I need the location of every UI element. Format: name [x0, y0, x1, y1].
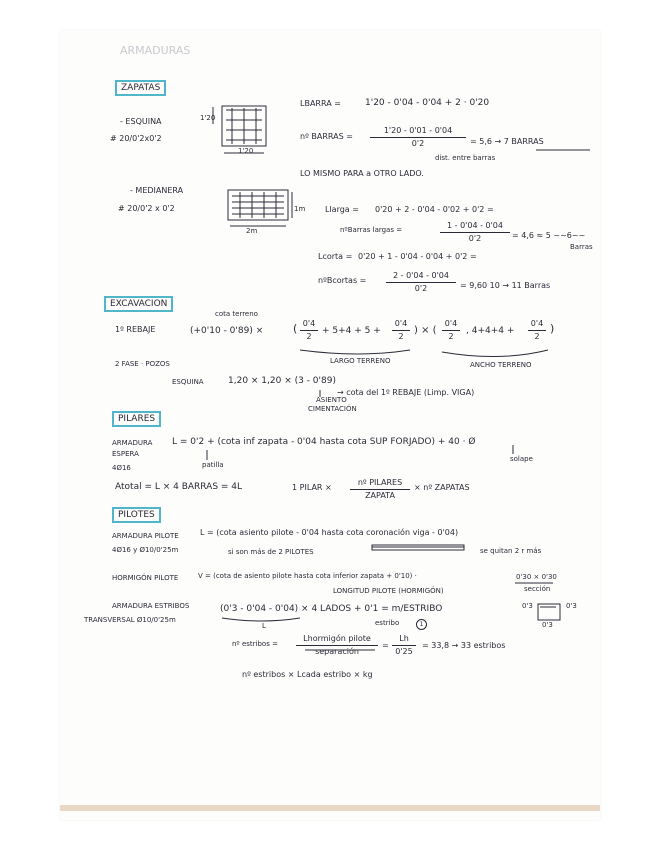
- seccion-label: sección: [524, 585, 551, 593]
- nestribos-label: nº estribos =: [232, 640, 278, 648]
- esquina-label: - ESQUINA: [120, 117, 162, 126]
- mid2: , 4+4+4 +: [466, 326, 515, 336]
- hormigon-pilote-label: HORMIGÓN PILOTE: [112, 574, 179, 582]
- pozo-note: → cota del 1º REBAJE (Limp. VIGA): [337, 388, 475, 397]
- ncortas-den: 0'2: [414, 284, 428, 293]
- nlargas-label: nºBarras largas =: [340, 226, 403, 234]
- l-label: L: [262, 622, 266, 630]
- diagram2-bottom-label: 2m: [246, 227, 258, 235]
- npilares-den: ZAPATA: [365, 491, 395, 500]
- largo-terreno: LARGO TERRENO: [330, 357, 391, 365]
- pozo-expr: 1,20 × 1,20 × (3 - 0'89): [228, 376, 336, 386]
- box-side-left: 0'3: [522, 602, 533, 610]
- nlargas-num: 1 - 0'04 - 0'04: [440, 222, 510, 233]
- diagram-bottom-label: 1'20: [238, 147, 254, 155]
- atotal-expr: Atotal = L × 4 BARRAS = 4L: [115, 482, 243, 492]
- lcorta-expr: 0'20 + 1 - 0'04 - 0'04 + 0'2 =: [358, 252, 477, 261]
- espera-label: ESPERA: [112, 450, 139, 458]
- se-quitan: se quitan 2 r más: [480, 547, 542, 555]
- pilar-mult: 1 PILAR ×: [292, 483, 332, 492]
- lcorta-label: Lcorta =: [318, 252, 353, 261]
- asiento-label: ASIENTO: [316, 396, 347, 404]
- mid1: + 5+4 + 5 +: [322, 326, 381, 336]
- nbarras-result: = 5,6 → 7 BARRAS: [470, 137, 544, 146]
- f3-num: 0'4: [442, 320, 460, 331]
- medianera-label: - MEDIANERA: [130, 186, 184, 195]
- f4-num: 0'4: [528, 320, 546, 331]
- f2-num: 0'4: [392, 320, 410, 331]
- ncortas-label: nºBcortas =: [318, 276, 367, 285]
- pilote-phi: 4Ø16 y Ø10/0'25m: [112, 546, 179, 554]
- final-expr: nº estribos × Lcada estribo × kg: [242, 670, 373, 679]
- cota-terreno-note: cota terreno: [215, 310, 258, 318]
- hormigon-formula: V = (cota de asiento pilote hasta cota inferior zapata + 0'10) ·: [198, 572, 417, 580]
- seccion-dim: 0'30 × 0'30: [516, 573, 557, 581]
- nlargas-den: 0'2: [468, 234, 482, 243]
- open-paren-1: (: [293, 322, 298, 335]
- longitud-label: LONGITUD PILOTE (HORMIGÓN): [333, 587, 444, 595]
- nlargas-note: Barras: [570, 243, 593, 251]
- section-tag-zapatas: ZAPATAS: [115, 80, 166, 96]
- rebaje1-label: 1º REBAJE: [115, 325, 156, 334]
- lh-num: Lh: [392, 635, 416, 646]
- nbarras-note: dist. entre barras: [435, 154, 496, 162]
- solape-label: solape: [510, 455, 533, 463]
- pilares-formula: L = 0'2 + (cota inf zapata - 0'04 hasta cota SUP FORJADO) + 40 · Ø: [172, 437, 476, 447]
- f1-den: 2: [306, 332, 312, 341]
- lbarra-expr: 1'20 - 0'04 - 0'04 + 2 · 0'20: [365, 98, 490, 108]
- diagram-side-label: 1'20: [200, 114, 216, 122]
- circled-number: 1: [416, 619, 427, 630]
- box-bottom: 0'3: [542, 621, 553, 629]
- lbarra-label: LBARRA =: [300, 99, 341, 108]
- nestribos-result: = 33,8 → 33 estribos: [422, 641, 506, 650]
- ncortas-num: 2 - 0'04 - 0'04: [386, 272, 456, 283]
- nbarras-num: 1'20 - 0'01 - 0'04: [370, 127, 466, 138]
- nzapatas: × nº ZAPATAS: [414, 483, 470, 492]
- section-tag-pilotes: PILOTES: [112, 507, 161, 523]
- close-paren-1: ): [550, 322, 555, 335]
- armadura-pilote-label: ARMADURA PILOTE: [112, 532, 179, 540]
- ncortas-result: = 9,60 10 → 11 Barras: [460, 281, 551, 290]
- transversal-label: TRANSVERSAL Ø10/0'25m: [84, 616, 176, 624]
- faint-title: ARMADURAS: [120, 44, 191, 57]
- medianera-code: # 20/0'2 x 0'2: [118, 204, 175, 213]
- fase2-label: 2 FASE · POZOS: [115, 360, 170, 368]
- f1-num: 0'4: [300, 320, 318, 331]
- diagram2-side-label: 1m: [294, 205, 306, 213]
- box-side-right: 0'3: [566, 602, 577, 610]
- f2-den: 2: [398, 332, 404, 341]
- nestribos-den: separación: [315, 647, 359, 656]
- esquina-code: # 20/0'2x0'2: [110, 134, 162, 143]
- nlargas-result: = 4,6 ≈ 5 ~~6~~: [512, 231, 586, 240]
- times-sign: ) × (: [414, 325, 437, 336]
- nbarras-den: 0'2: [411, 139, 425, 148]
- rect-footing-diagram: [228, 190, 292, 226]
- section-tag-pilares: PILARES: [112, 411, 161, 427]
- section-tag-excavacion: EXCAVACION: [104, 296, 173, 312]
- armadura-pilote-formula: L = (cota asiento pilote - 0'04 hasta cota coronación viga - 0'04): [200, 528, 459, 537]
- f3-den: 2: [448, 332, 454, 341]
- mismo-note: LO MISMO PARA a OTRO LADO.: [300, 169, 424, 178]
- llarga-label: Llarga =: [325, 205, 359, 214]
- nbarras-label: nº BARRAS =: [300, 132, 353, 141]
- armadura-estribos-label: ARMADURA ESTRIBOS: [112, 602, 190, 610]
- esquina2-label: ESQUINA: [172, 378, 204, 386]
- armadura-label: ARMADURA: [112, 439, 153, 447]
- lh-den: 0'25: [395, 647, 413, 656]
- npilares-num: nº PILARES: [350, 479, 410, 490]
- si-son: si son más de 2 PILOTES: [228, 548, 314, 556]
- f4-den: 2: [534, 332, 540, 341]
- estribo-expr: (0'3 - 0'04 - 0'04) × 4 LADOS + 0'1 = m/ESTRIBO: [220, 604, 443, 614]
- cimentacion-label: CIMENTACIÓN: [308, 405, 357, 413]
- llarga-expr: 0'20 + 2 - 0'04 - 0'02 + 0'2 =: [375, 205, 494, 214]
- nestribos-eq: =: [382, 641, 389, 650]
- ancho-terreno: ANCHO TERRENO: [470, 361, 532, 369]
- phi16-label: 4Ø16: [112, 464, 131, 472]
- estribo-small: estribo: [375, 619, 400, 627]
- rebaje1-paren: (+0'10 - 0'89) ×: [190, 326, 264, 336]
- patilla-label: patilla: [202, 461, 224, 469]
- square-footing-diagram: [213, 106, 266, 153]
- nestribos-num: Lhormigón pilote: [296, 635, 378, 646]
